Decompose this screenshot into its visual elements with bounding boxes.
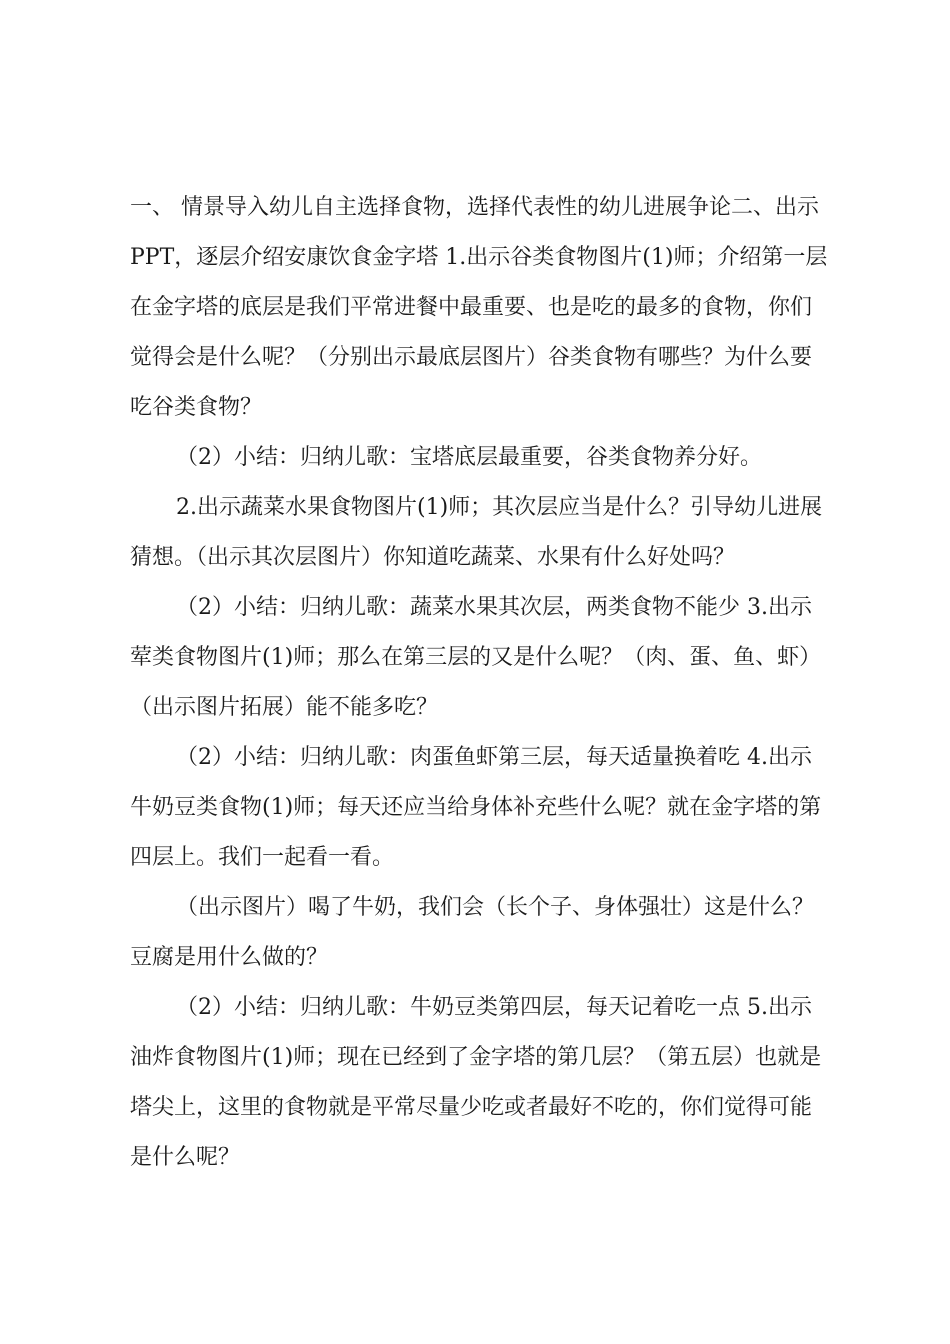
text-line: 一、 情景导入幼儿自主选择食物，选择代表性的幼儿进展争论二、出示 xyxy=(130,195,819,220)
text-line: 是什么呢？ xyxy=(130,1145,241,1170)
text-line: （2）小结：归纳儿歌：蔬菜水果其次层，两类食物不能少 3.出示 xyxy=(176,595,812,620)
text-line: 牛奶豆类食物(1)师；每天还应当给身体补充些什么呢？就在金字塔的第 xyxy=(130,795,822,820)
text-line: 猜想。（出示其次层图片）你知道吃蔬菜、水果有什么好处吗？ xyxy=(130,545,736,570)
text-line: 荤类食物图片(1)师；那么在第三层的又是什么呢？（肉、蛋、鱼、虾） xyxy=(130,645,822,670)
text-line: PPT，逐层介绍安康饮食金字塔 1.出示谷类食物图片(1)师；介绍第一层 xyxy=(130,245,828,270)
text-line: （2）小结：归纳儿歌：宝塔底层最重要，谷类食物养分好。 xyxy=(176,445,762,470)
text-line: 在金字塔的底层是我们平常进餐中最重要、也是吃的最多的食物，你们 xyxy=(130,295,813,320)
text-line: 四层上。我们一起看一看。 xyxy=(130,845,395,870)
text-line: 塔尖上，这里的食物就是平常尽量少吃或者最好不吃的，你们觉得可能 xyxy=(130,1095,813,1120)
text-line: （2）小结：归纳儿歌：牛奶豆类第四层，每天记着吃一点 5.出示 xyxy=(176,995,812,1020)
text-line: （出示图片）喝了牛奶，我们会（长个子、身体强壮）这是什么？ xyxy=(176,895,815,920)
text-line: 豆腐是用什么做的？ xyxy=(130,945,329,970)
text-line: 2.出示蔬菜水果食物图片(1)师；其次层应当是什么？引导幼儿进展 xyxy=(176,495,823,520)
text-line: 觉得会是什么呢？（分别出示最底层图片）谷类食物有哪些？为什么要 xyxy=(130,345,813,370)
text-line: 吃谷类食物？ xyxy=(130,395,263,420)
text-line: （出示图片拓展）能不能多吃？ xyxy=(130,695,439,720)
text-line: （2）小结：归纳儿歌：肉蛋鱼虾第三层，每天适量换着吃 4.出示 xyxy=(176,745,812,770)
text-line: 油炸食物图片(1)师；现在已经到了金字塔的第几层？（第五层）也就是 xyxy=(130,1045,822,1070)
